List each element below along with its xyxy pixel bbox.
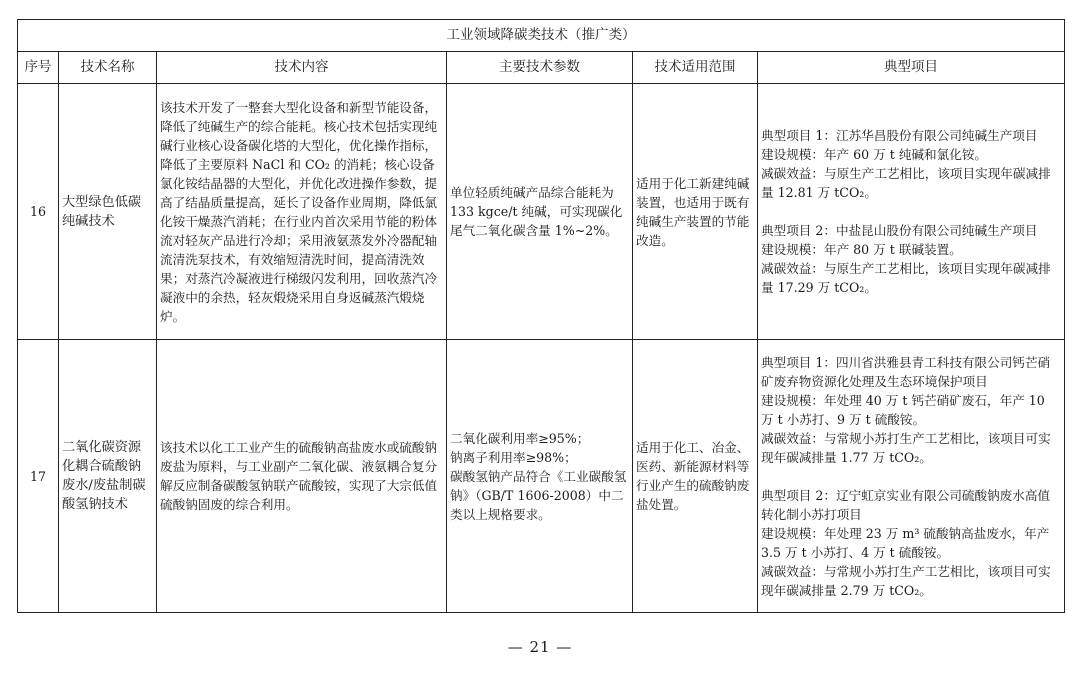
project-benefit: 减碳效益：与常规小苏打生产工艺相比，该项目可实现年碳减排量 2.79 万 tCO₂。 bbox=[761, 563, 1051, 598]
technology-name: 大型绿色低碳纯碱技术 bbox=[59, 84, 157, 340]
table-row bbox=[18, 340, 1065, 613]
row-number: 16 bbox=[18, 84, 59, 340]
header-projects: 典型项目 bbox=[758, 52, 1065, 84]
project-benefit: 减碳效益：与原生产工艺相比，该项目实现年碳减排量 17.29 万 tCO₂。 bbox=[761, 261, 1051, 295]
project-title: 典型项目 1：江苏华昌股份有限公司纯碱生产项目 bbox=[761, 128, 1038, 143]
table-row bbox=[18, 84, 1065, 340]
project-scale: 建设规模：年产 80 万 t 联碱装置。 bbox=[761, 242, 962, 257]
project-benefit: 减碳效益：与原生产工艺相比，该项目实现年碳减排量 12.81 万 tCO₂。 bbox=[761, 166, 1051, 200]
page-number: — 21 — bbox=[507, 638, 573, 656]
project-scale: 建设规模：年处理 23 万 m³ 硫酸钠高盐废水，年产 3.5 万 t 小苏打、4 万 t 硫酸铵。 bbox=[761, 525, 1050, 560]
table-title-row bbox=[18, 20, 1065, 52]
typical-projects bbox=[758, 340, 1065, 613]
table-header-row bbox=[18, 52, 1065, 84]
header-scope: 技术适用范围 bbox=[633, 52, 758, 84]
row-number: 17 bbox=[18, 340, 59, 613]
param-line: 钠离子利用率≥98%； bbox=[450, 449, 577, 465]
header-content: 技术内容 bbox=[157, 52, 447, 84]
table-title: 工业领域降碳类技术（推广类） bbox=[18, 20, 1065, 52]
project-scale: 建设规模：年产 60 万 t 纯碱和氯化铵。 bbox=[761, 147, 988, 162]
header-no: 序号 bbox=[18, 52, 59, 84]
technology-table bbox=[17, 19, 1065, 613]
technology-name: 二氧化碳资源化耦合硫酸钠废水/废盐制碳酸氢钠技术 bbox=[59, 340, 157, 613]
param-line: 碳酸氢钠产品符合《工业碳酸氢钠》（GB/T 1606-2008）中二类以上规格要求。 bbox=[450, 468, 627, 522]
typical-projects bbox=[758, 84, 1065, 340]
technology-content: 该技术以化工工业产生的硫酸钠高盐废水或硫酸钠废盐为原料，与工业副产二氧化碳、液氨耦合复分解反应制备碳酸氢钠联产硫酸铵，实现了大宗低值硫酸钠固废的综合利用。 bbox=[157, 340, 447, 613]
param-line: 二氧化碳利用率≥95%； bbox=[450, 430, 590, 446]
project-benefit: 减碳效益：与常规小苏打生产工艺相比，该项目可实现年碳减排量 1.77 万 tCO₂。 bbox=[761, 430, 1051, 465]
technology-content: 该技术开发了一整套大型化设备和新型节能设备，降低了纯碱生产的综合能耗。核心技术包括实现纯碱行业核心设备碳化塔的大型化，优化操作指标，降低了主要原料 NaCl 和 CO₂ 的消耗；核心设备氯化铵结晶器的大型化，并优化改进操作参数，提高了结晶质量提高，延长了设备作业周期，降低氯化铵干燥蒸汽消耗；在行业内首次采用节能的粉体流对轻灰产品进行冷却；采用液氨蒸发外冷器配轴流清洗泵技术，有效缩短清洗时间，提高清洗效果；对蒸汽冷凝液进行梯级闪发利用，回收蒸汽冷凝液中的余热，轻灰煅烧采用自身返碱蒸汽煅烧炉。 bbox=[157, 84, 447, 340]
project-title: 典型项目 1：四川省洪雅县青工科技有限公司钙芒硝矿废弃物资源化处理及生态环境保护项目 bbox=[761, 354, 1051, 389]
header-name: 技术名称 bbox=[59, 52, 157, 84]
header-params: 主要技术参数 bbox=[447, 52, 633, 84]
project-scale: 建设规模：年处理 40 万 t 钙芒硝矿废石，年产 10 万 t 小苏打、9 万 t 硫酸铵。 bbox=[761, 392, 1045, 427]
project-title: 典型项目 2：辽宁虹京实业有限公司硫酸钠废水高值转化制小苏打项目 bbox=[761, 487, 1051, 522]
technology-params: 单位轻质纯碱产品综合能耗为 133 kgce/t 纯碱，可实现碳化尾气二氧化碳含量 1%~2%。 bbox=[447, 84, 633, 340]
project-title: 典型项目 2：中盐昆山股份有限公司纯碱生产项目 bbox=[761, 223, 1038, 238]
technology-scope: 适用于化工、冶金、医药、新能源材料等行业产生的硫酸钠废盐处置。 bbox=[633, 340, 758, 613]
technology-scope: 适用于化工新建纯碱装置，也适用于既有纯碱生产装置的节能改造。 bbox=[633, 84, 758, 340]
technology-params bbox=[447, 340, 633, 613]
